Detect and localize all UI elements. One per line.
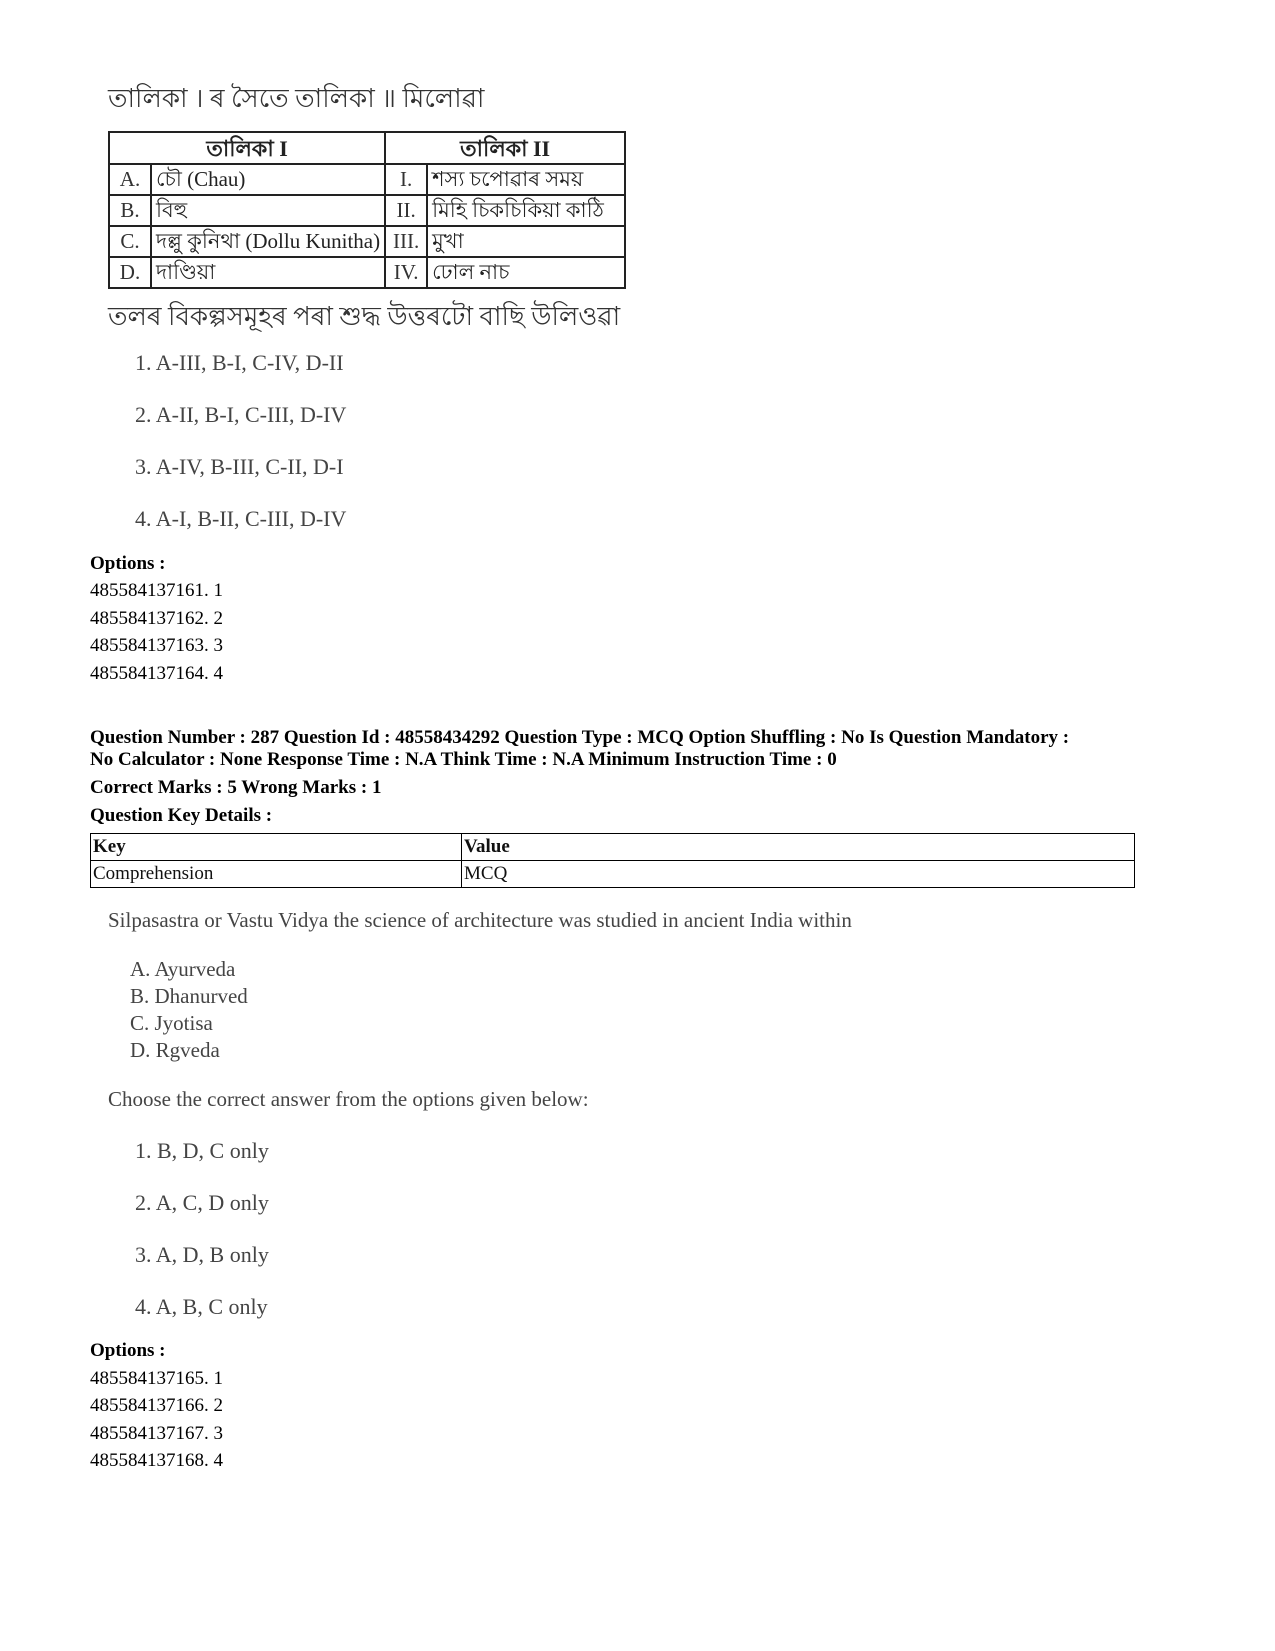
option-id: 485584137167. 3 [90,1423,223,1444]
match-table-row [109,226,625,257]
answer-choice-4: 4. A, B, C only [135,1294,268,1319]
option-id: 485584137164. 4 [90,663,223,684]
answer-choice-4: 4. A-I, B-II, C-III, D-IV [135,506,347,531]
list1-item: চৌ (Chau) [151,164,385,195]
table-row [91,861,1135,888]
match-table-row [109,195,625,226]
options-label: Options : [90,553,166,574]
answer-choice-2: 2. A, C, D only [135,1190,269,1215]
key-header: Key [91,834,462,861]
row-label: B. [109,195,151,226]
match-table-row [109,164,625,195]
answer-choice-1: 1. B, D, C only [135,1138,269,1163]
list2-item: ঢোল নাচ [427,257,625,288]
row-label: C. [109,226,151,257]
choose-instruction: Choose the correct answer from the options given below: [108,1087,589,1111]
match-table-header-1: তালিকা I [109,132,385,164]
row-label: D. [109,257,151,288]
list1-item: দাণ্ডিয়া [151,257,385,288]
option-id: 485584137161. 1 [90,580,223,601]
list-item: D. Rgveda [130,1038,220,1062]
match-table [108,131,626,289]
list-item: C. Jyotisa [130,1011,213,1035]
option-id: 485584137162. 2 [90,608,223,629]
key-details-table [90,833,1135,888]
row-label: III. [385,226,427,257]
list1-item: বিহু [151,195,385,226]
option-id: 485584137166. 2 [90,1395,223,1416]
option-id: 485584137165. 1 [90,1368,223,1389]
list1-item: দল্লু কুনিথা (Dollu Kunitha) [151,226,385,257]
value-cell: MCQ [462,861,1135,888]
list2-item: মিহি চিকচিকিয়া কাঠি [427,195,625,226]
option-id: 485584137168. 4 [90,1450,223,1471]
answer-choice-3: 3. A, D, B only [135,1242,269,1267]
row-label: I. [385,164,427,195]
list2-item: মুখা [427,226,625,257]
choose-instruction: তলৰ বিকল্পসমূহৰ পৰা শুদ্ধ উত্তৰটো বাছি উলিওৱা [108,302,621,331]
key-details-label: Question Key Details : [90,805,273,826]
key-cell: Comprehension [91,861,462,888]
list-item: B. Dhanurved [130,984,248,1008]
row-label: IV. [385,257,427,288]
list-item: A. Ayurveda [130,957,236,981]
option-id: 485584137163. 3 [90,635,223,656]
marks-line: Correct Marks : 5 Wrong Marks : 1 [90,777,382,798]
match-table-header-2: তালিকা II [385,132,625,164]
answer-choice-2: 2. A-II, B-I, C-III, D-IV [135,402,347,427]
question-meta-line2: No Calculator : None Response Time : N.A Think Time : N.A Minimum Instruction Time : 0 [90,749,837,770]
value-header: Value [462,834,1135,861]
match-table-row [109,257,625,288]
row-label: II. [385,195,427,226]
list2-item: শস্য চপোৱাৰ সময় [427,164,625,195]
answer-choice-3: 3. A-IV, B-III, C-II, D-I [135,454,344,479]
row-label: A. [109,164,151,195]
answer-choice-1: 1. A-III, B-I, C-IV, D-II [135,350,344,375]
question-text: Silpasastra or Vastu Vidya the science of architecture was studied in ancient India within [108,908,852,932]
options-label: Options : [90,1340,166,1361]
question-meta-line1: Question Number : 287 Question Id : 48558434292 Question Type : MCQ Option Shuffling : No Is Question Mandatory : [90,727,1070,748]
match-instruction: তালিকা । ৰ সৈতে তালিকা ॥ মিলোৱা [108,84,485,113]
